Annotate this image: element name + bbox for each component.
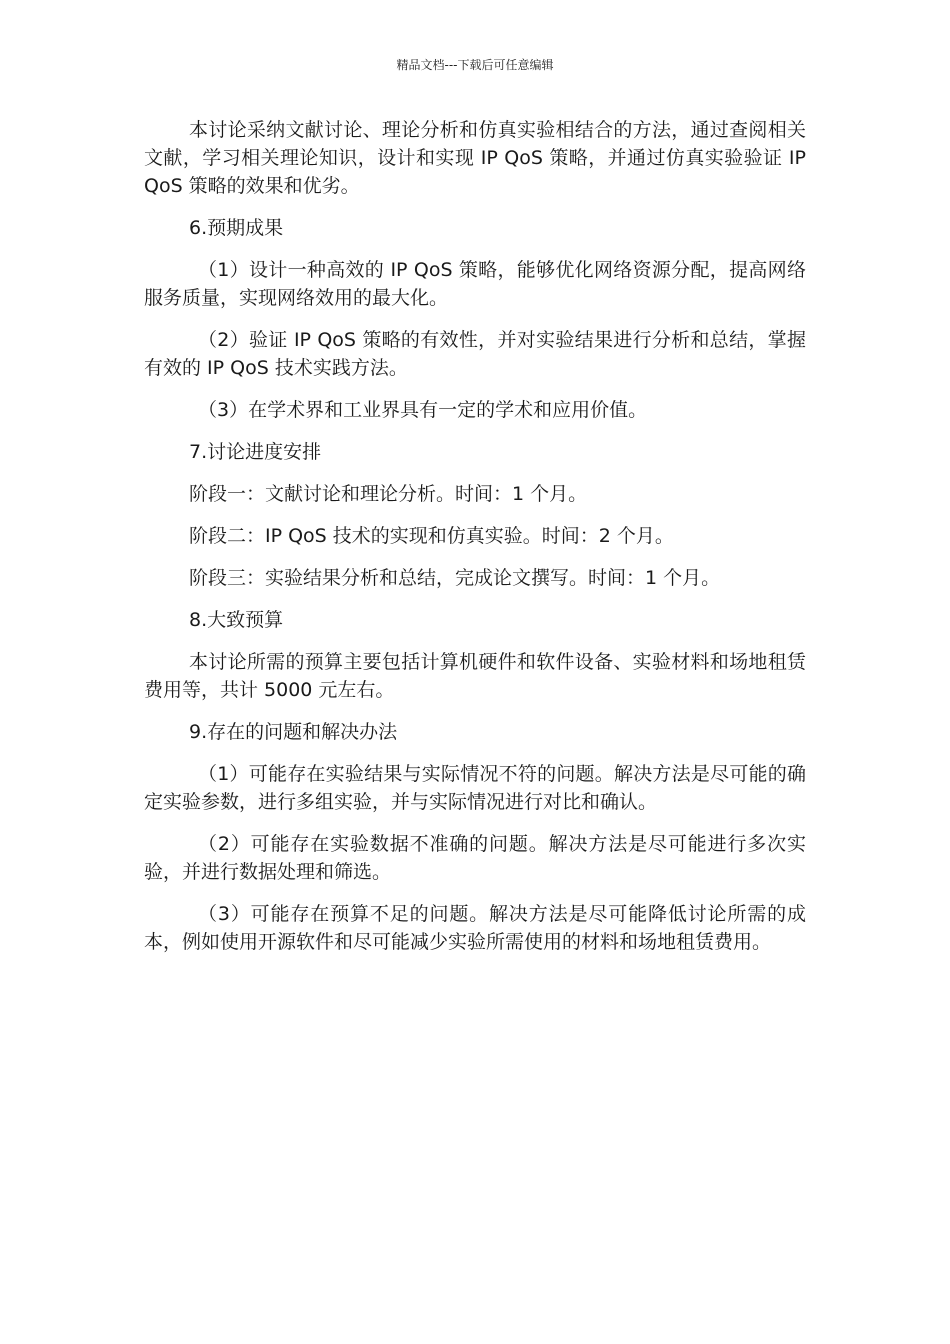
- problem-item-2: （2）可能存在实验数据不准确的问题。解决方法是尽可能进行多次实验，并进行数据处理和筛选。: [144, 833, 806, 883]
- schedule-stage-3: 阶段三：实验结果分析和总结，完成论文撰写。时间：1 个月。: [189, 567, 721, 589]
- method-paragraph: 本讨论采纳文献讨论、理论分析和仿真实验相结合的方法，通过查阅相关文献，学习相关理论知识，设计和实现 IP QoS 策略，并通过仿真实验验证 IP QoS 策略的效果和优劣。: [144, 119, 806, 197]
- schedule-stage-1: 阶段一：文献讨论和理论分析。时间：1 个月。: [189, 483, 588, 505]
- expected-result-item-3: （3）在学术界和工业界具有一定的学术和应用价值。: [198, 399, 648, 421]
- problem-item-1: （1）可能存在实验结果与实际情况不符的问题。解决方法是尽可能的确定实验参数，进行多组实验，并与实际情况进行对比和确认。: [144, 763, 806, 813]
- document-body: [144, 116, 806, 970]
- expected-result-item-1: （1）设计一种高效的 IP QoS 策略，能够优化网络资源分配，提高网络服务质量，实现网络效用的最大化。: [144, 259, 806, 309]
- schedule-stage-2: 阶段二：IP QoS 技术的实现和仿真实验。时间：2 个月。: [189, 525, 674, 547]
- problem-item-3: （3）可能存在预算不足的问题。解决方法是尽可能降低讨论所需的成本，例如使用开源软件和尽可能减少实验所需使用的材料和场地租赁费用。: [144, 903, 806, 953]
- section-heading-budget: 8.大致预算: [189, 609, 284, 631]
- budget-paragraph: 本讨论所需的预算主要包括计算机硬件和软件设备、实验材料和场地租赁费用等，共计 5000 元左右。: [144, 651, 806, 701]
- page-header: 精品文档---下载后可任意编辑: [396, 58, 554, 72]
- expected-result-item-2: （2）验证 IP QoS 策略的有效性，并对实验结果进行分析和总结，掌握有效的 IP QoS 技术实践方法。: [144, 329, 806, 379]
- section-heading-expected-results: 6.预期成果: [189, 217, 284, 239]
- section-heading-schedule: 7.讨论进度安排: [189, 441, 322, 463]
- section-heading-problems: 9.存在的问题和解决办法: [189, 721, 398, 743]
